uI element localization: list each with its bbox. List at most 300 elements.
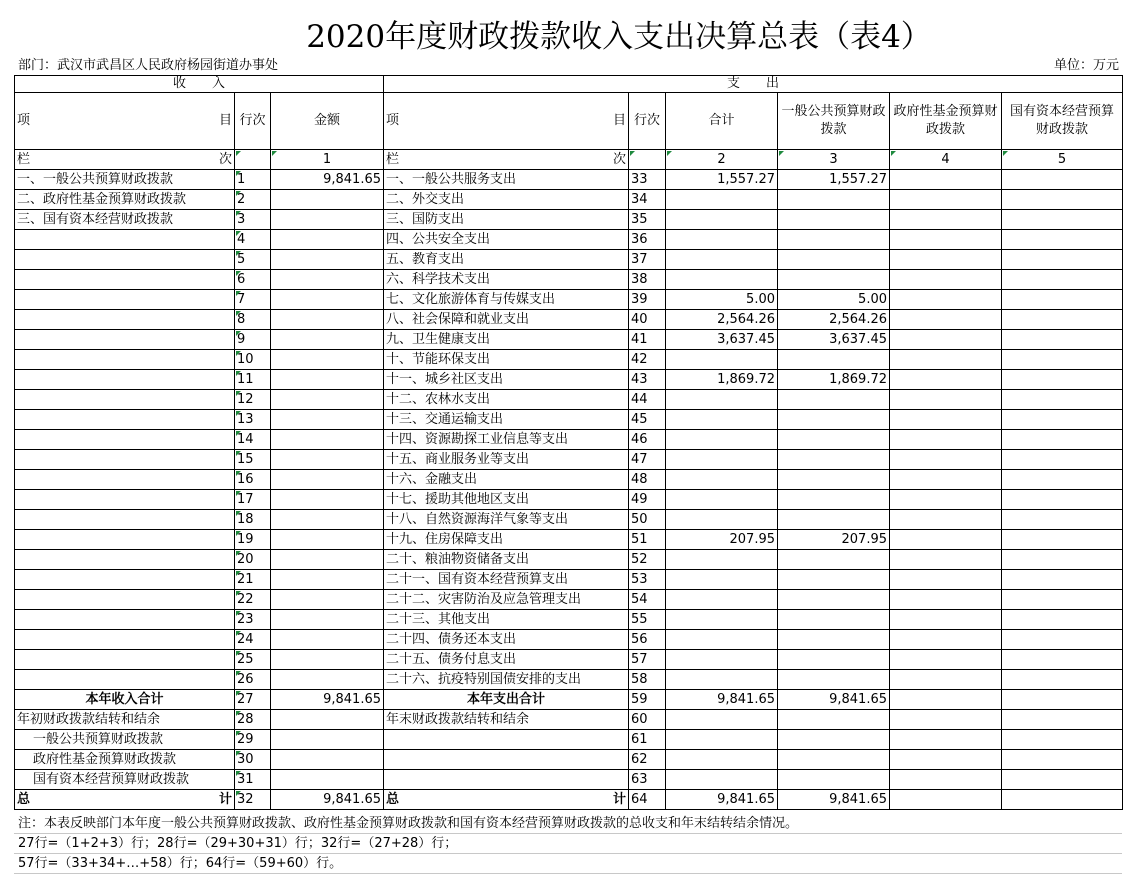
cell[interactable]: [1002, 710, 1123, 730]
income-item[interactable]: [15, 610, 235, 630]
expense-line-no[interactable]: 46: [629, 430, 666, 450]
income-item[interactable]: [15, 330, 235, 350]
expense-line-no[interactable]: 41: [629, 330, 666, 350]
state-capital-amount[interactable]: [1002, 210, 1123, 230]
gov-fund-amount[interactable]: [890, 450, 1002, 470]
expense-total[interactable]: 5.00: [666, 290, 778, 310]
income-item[interactable]: [15, 450, 235, 470]
state-capital-amount[interactable]: [1002, 390, 1123, 410]
expense-line-no-header[interactable]: 行次: [629, 93, 666, 150]
expense-total-amount[interactable]: 9,841.65: [666, 690, 778, 710]
income-line-no[interactable]: 7: [235, 290, 271, 310]
expense-total[interactable]: [666, 470, 778, 490]
income-line-no[interactable]: 17: [235, 490, 271, 510]
income-item[interactable]: 三、国有资本经营财政拨款: [15, 210, 235, 230]
gov-fund-amount[interactable]: [890, 550, 1002, 570]
expense-line-no[interactable]: 51: [629, 530, 666, 550]
general-budget-amount[interactable]: [778, 190, 890, 210]
expense-item[interactable]: 二十四、债务还本支出: [384, 630, 629, 650]
state-capital-amount[interactable]: [1002, 310, 1123, 330]
general-budget-amount[interactable]: [778, 270, 890, 290]
gov-fund-amount[interactable]: [890, 430, 1002, 450]
state-capital-amount[interactable]: [1002, 470, 1123, 490]
carry-out-label[interactable]: 年末财政拨款结转和结余: [384, 710, 629, 730]
general-budget-amount[interactable]: [778, 630, 890, 650]
income-amount[interactable]: [271, 610, 384, 630]
income-line-no[interactable]: 4: [235, 230, 271, 250]
state-capital-amount[interactable]: [1002, 430, 1123, 450]
state-capital-header[interactable]: 国有资本经营预算财政拨款: [1002, 93, 1123, 150]
income-item[interactable]: [15, 290, 235, 310]
general-budget-amount[interactable]: [778, 590, 890, 610]
cell[interactable]: [666, 730, 778, 750]
general-budget-amount[interactable]: [778, 430, 890, 450]
expense-item[interactable]: 四、公共安全支出: [384, 230, 629, 250]
carry-in-capital-label[interactable]: 国有资本经营预算财政拨款: [15, 770, 235, 790]
grand-total-income-amount[interactable]: 9,841.65: [271, 790, 384, 810]
expense-line-no[interactable]: 45: [629, 410, 666, 430]
income-total-amount[interactable]: 9,841.65: [271, 690, 384, 710]
income-amount[interactable]: [271, 190, 384, 210]
income-line-no[interactable]: 23: [235, 610, 271, 630]
income-amount[interactable]: [271, 390, 384, 410]
expense-item[interactable]: 十六、金融支出: [384, 470, 629, 490]
column-index-5[interactable]: 5: [1002, 150, 1123, 170]
expense-line-no[interactable]: 38: [629, 270, 666, 290]
income-amount[interactable]: [271, 250, 384, 270]
grand-total-expense-amount[interactable]: 9,841.65: [666, 790, 778, 810]
income-item[interactable]: [15, 310, 235, 330]
income-line-no[interactable]: 19: [235, 530, 271, 550]
general-budget-amount[interactable]: 207.95: [778, 530, 890, 550]
note-line-2[interactable]: 27行=（1+2+3）行；28行=（29+30+31）行；32行=（27+28）行；: [14, 834, 1122, 854]
income-line-no[interactable]: 3: [235, 210, 271, 230]
income-line-no[interactable]: 20: [235, 550, 271, 570]
gov-fund-amount[interactable]: [890, 210, 1002, 230]
income-amount[interactable]: [271, 650, 384, 670]
general-budget-amount[interactable]: [778, 610, 890, 630]
income-item[interactable]: [15, 230, 235, 250]
expense-item[interactable]: 十七、援助其他地区支出: [384, 490, 629, 510]
grand-total-expense-no[interactable]: 64: [629, 790, 666, 810]
gov-fund-amount[interactable]: [890, 490, 1002, 510]
expense-item[interactable]: 二十二、灾害防治及应急管理支出: [384, 590, 629, 610]
income-item[interactable]: [15, 490, 235, 510]
expense-total-label[interactable]: 本年支出合计: [384, 690, 629, 710]
expense-item-header[interactable]: 项 目: [384, 93, 629, 150]
gov-fund-amount[interactable]: [890, 530, 1002, 550]
income-line-no[interactable]: 5: [235, 250, 271, 270]
general-budget-amount[interactable]: [778, 210, 890, 230]
income-line-no[interactable]: 10: [235, 350, 271, 370]
income-amount[interactable]: [271, 510, 384, 530]
income-item[interactable]: [15, 430, 235, 450]
grand-total-income-label[interactable]: 总 计: [15, 790, 235, 810]
general-budget-amount[interactable]: 1,557.27: [778, 170, 890, 190]
income-line-no[interactable]: 18: [235, 510, 271, 530]
expense-line-no[interactable]: 55: [629, 610, 666, 630]
cell[interactable]: [629, 150, 666, 170]
carry-in-general-no[interactable]: 29: [235, 730, 271, 750]
income-item[interactable]: 一、一般公共预算财政拨款: [15, 170, 235, 190]
gov-fund-amount[interactable]: [890, 310, 1002, 330]
general-budget-amount[interactable]: [778, 230, 890, 250]
state-capital-amount[interactable]: [1002, 290, 1123, 310]
expense-line-no[interactable]: 50: [629, 510, 666, 530]
carry-in-general-label[interactable]: 一般公共预算财政拨款: [15, 730, 235, 750]
state-capital-amount[interactable]: [1002, 510, 1123, 530]
carry-out-no[interactable]: 60: [629, 710, 666, 730]
income-item[interactable]: [15, 670, 235, 690]
cell[interactable]: [666, 750, 778, 770]
carry-in-capital-no[interactable]: 31: [235, 770, 271, 790]
expense-total[interactable]: 1,869.72: [666, 370, 778, 390]
expense-item[interactable]: 一、一般公共服务支出: [384, 170, 629, 190]
expense-total[interactable]: [666, 650, 778, 670]
expense-total[interactable]: 207.95: [666, 530, 778, 550]
cell[interactable]: [778, 770, 890, 790]
general-budget-amount[interactable]: 2,564.26: [778, 310, 890, 330]
expense-total[interactable]: [666, 670, 778, 690]
cell[interactable]: [890, 710, 1002, 730]
cell[interactable]: [890, 770, 1002, 790]
expense-line-no[interactable]: 58: [629, 670, 666, 690]
income-item[interactable]: [15, 550, 235, 570]
state-capital-amount[interactable]: [1002, 410, 1123, 430]
gov-fund-amount[interactable]: [890, 650, 1002, 670]
gov-fund-amount[interactable]: [890, 410, 1002, 430]
carry-in-label[interactable]: 年初财政拨款结转和结余: [15, 710, 235, 730]
state-capital-amount[interactable]: [1002, 650, 1123, 670]
grand-total-expense-label[interactable]: 总 计: [384, 790, 629, 810]
expense-total[interactable]: [666, 410, 778, 430]
cell[interactable]: [666, 710, 778, 730]
expense-line-no[interactable]: 48: [629, 470, 666, 490]
income-line-no[interactable]: 24: [235, 630, 271, 650]
expense-total[interactable]: [666, 430, 778, 450]
expense-line-no[interactable]: 44: [629, 390, 666, 410]
gov-fund-amount[interactable]: [890, 190, 1002, 210]
carry-in-fund-label[interactable]: 政府性基金预算财政拨款: [15, 750, 235, 770]
income-amount[interactable]: [271, 670, 384, 690]
gov-fund-amount[interactable]: [890, 670, 1002, 690]
expense-item[interactable]: 十五、商业服务业等支出: [384, 450, 629, 470]
expense-line-no[interactable]: 33: [629, 170, 666, 190]
income-line-no[interactable]: 11: [235, 370, 271, 390]
income-amount[interactable]: [271, 630, 384, 650]
income-item[interactable]: [15, 470, 235, 490]
expense-item[interactable]: 七、文化旅游体育与传媒支出: [384, 290, 629, 310]
income-amount[interactable]: 9,841.65: [271, 170, 384, 190]
expense-line-no[interactable]: 54: [629, 590, 666, 610]
income-item-header[interactable]: 项 目: [15, 93, 235, 150]
row-63-no[interactable]: 63: [629, 770, 666, 790]
gov-fund-amount[interactable]: [890, 390, 1002, 410]
expense-total[interactable]: 1,557.27: [666, 170, 778, 190]
income-line-no[interactable]: 15: [235, 450, 271, 470]
column-index-2[interactable]: 2: [666, 150, 778, 170]
income-total-label[interactable]: 本年收入合计: [15, 690, 235, 710]
income-total-no[interactable]: 27: [235, 690, 271, 710]
income-line-no[interactable]: 8: [235, 310, 271, 330]
expense-line-no[interactable]: 34: [629, 190, 666, 210]
income-item[interactable]: [15, 390, 235, 410]
row-62-no[interactable]: 62: [629, 750, 666, 770]
cell[interactable]: [778, 730, 890, 750]
state-capital-amount[interactable]: [1002, 630, 1123, 650]
income-amount[interactable]: [271, 470, 384, 490]
expense-total[interactable]: [666, 630, 778, 650]
general-budget-amount[interactable]: [778, 410, 890, 430]
general-budget-amount[interactable]: 3,637.45: [778, 330, 890, 350]
state-capital-amount[interactable]: [1002, 670, 1123, 690]
cell[interactable]: [778, 710, 890, 730]
expense-line-no[interactable]: 35: [629, 210, 666, 230]
column-index-3[interactable]: 3: [778, 150, 890, 170]
expense-item[interactable]: 十二、农林水支出: [384, 390, 629, 410]
gov-fund-amount[interactable]: [890, 170, 1002, 190]
gov-fund-amount[interactable]: [890, 270, 1002, 290]
state-capital-amount[interactable]: [1002, 250, 1123, 270]
income-amount[interactable]: [271, 310, 384, 330]
income-line-no[interactable]: 1: [235, 170, 271, 190]
income-line-no[interactable]: 6: [235, 270, 271, 290]
cell[interactable]: [890, 750, 1002, 770]
income-item[interactable]: [15, 650, 235, 670]
expense-item[interactable]: 十八、自然资源海洋气象等支出: [384, 510, 629, 530]
income-amount[interactable]: [271, 330, 384, 350]
income-amount[interactable]: [271, 590, 384, 610]
gov-fund-amount[interactable]: [890, 250, 1002, 270]
cell[interactable]: [235, 150, 271, 170]
income-item[interactable]: [15, 410, 235, 430]
expense-line-no[interactable]: 37: [629, 250, 666, 270]
income-item[interactable]: [15, 370, 235, 390]
income-amount[interactable]: [271, 410, 384, 430]
expense-total[interactable]: [666, 190, 778, 210]
income-amount[interactable]: [271, 230, 384, 250]
expense-total[interactable]: [666, 270, 778, 290]
income-line-no[interactable]: 2: [235, 190, 271, 210]
income-item[interactable]: [15, 590, 235, 610]
gov-fund-amount[interactable]: [890, 290, 1002, 310]
expense-item[interactable]: 二十一、国有资本经营预算支出: [384, 570, 629, 590]
income-amount[interactable]: [271, 430, 384, 450]
column-index-4[interactable]: 4: [890, 150, 1002, 170]
gov-fund-amount[interactable]: [890, 590, 1002, 610]
expense-total[interactable]: [666, 610, 778, 630]
expense-item[interactable]: 三、国防支出: [384, 210, 629, 230]
expense-item[interactable]: 十三、交通运输支出: [384, 410, 629, 430]
expense-line-no[interactable]: 36: [629, 230, 666, 250]
income-item[interactable]: [15, 350, 235, 370]
general-budget-amount[interactable]: [778, 250, 890, 270]
general-budget-amount[interactable]: [778, 550, 890, 570]
state-capital-amount[interactable]: [1002, 270, 1123, 290]
grand-total-general[interactable]: 9,841.65: [778, 790, 890, 810]
state-capital-amount[interactable]: [1002, 330, 1123, 350]
cell[interactable]: [271, 710, 384, 730]
income-item[interactable]: [15, 570, 235, 590]
income-amount[interactable]: [271, 450, 384, 470]
column-index-label[interactable]: 栏 次: [384, 150, 629, 170]
state-capital-amount[interactable]: [1002, 570, 1123, 590]
income-line-no[interactable]: 16: [235, 470, 271, 490]
income-item[interactable]: [15, 270, 235, 290]
general-budget-amount[interactable]: [778, 570, 890, 590]
gov-fund-amount[interactable]: [890, 510, 1002, 530]
cell[interactable]: [666, 770, 778, 790]
gov-fund-amount[interactable]: [890, 470, 1002, 490]
general-budget-amount[interactable]: [778, 670, 890, 690]
total-header[interactable]: 合计: [666, 93, 778, 150]
income-line-no-header[interactable]: 行次: [235, 93, 271, 150]
general-budget-amount[interactable]: [778, 390, 890, 410]
expense-item[interactable]: 十、节能环保支出: [384, 350, 629, 370]
cell[interactable]: [778, 750, 890, 770]
income-item[interactable]: 二、政府性基金预算财政拨款: [15, 190, 235, 210]
cell[interactable]: [890, 690, 1002, 710]
expense-total[interactable]: [666, 350, 778, 370]
expense-total-general[interactable]: 9,841.65: [778, 690, 890, 710]
income-item[interactable]: [15, 530, 235, 550]
expense-item[interactable]: 六、科学技术支出: [384, 270, 629, 290]
gov-fund-amount[interactable]: [890, 370, 1002, 390]
income-amount[interactable]: [271, 370, 384, 390]
cell[interactable]: [890, 790, 1002, 810]
gov-fund-amount[interactable]: [890, 630, 1002, 650]
cell[interactable]: [384, 750, 629, 770]
cell[interactable]: [1002, 790, 1123, 810]
general-budget-amount[interactable]: 5.00: [778, 290, 890, 310]
expense-total[interactable]: 3,637.45: [666, 330, 778, 350]
expense-item[interactable]: 二十五、债务付息支出: [384, 650, 629, 670]
gov-fund-amount[interactable]: [890, 330, 1002, 350]
expense-total[interactable]: [666, 590, 778, 610]
state-capital-amount[interactable]: [1002, 550, 1123, 570]
state-capital-amount[interactable]: [1002, 230, 1123, 250]
expense-item[interactable]: 二十、粮油物资储备支出: [384, 550, 629, 570]
income-amount[interactable]: [271, 550, 384, 570]
expense-item[interactable]: 二、外交支出: [384, 190, 629, 210]
cell[interactable]: [1002, 750, 1123, 770]
income-line-no[interactable]: 9: [235, 330, 271, 350]
expense-total[interactable]: [666, 390, 778, 410]
general-budget-header[interactable]: 一般公共预算财政拨款: [778, 93, 890, 150]
income-amount[interactable]: [271, 210, 384, 230]
general-budget-amount[interactable]: [778, 450, 890, 470]
state-capital-amount[interactable]: [1002, 350, 1123, 370]
expense-line-no[interactable]: 42: [629, 350, 666, 370]
expense-item[interactable]: 八、社会保障和就业支出: [384, 310, 629, 330]
state-capital-amount[interactable]: [1002, 590, 1123, 610]
income-line-no[interactable]: 14: [235, 430, 271, 450]
carry-in-no[interactable]: 28: [235, 710, 271, 730]
income-amount[interactable]: [271, 290, 384, 310]
state-capital-amount[interactable]: [1002, 370, 1123, 390]
income-amount[interactable]: [271, 270, 384, 290]
expense-item[interactable]: 九、卫生健康支出: [384, 330, 629, 350]
note-line-3[interactable]: 57行=（33+34+…+58）行；64行=（59+60）行。: [14, 854, 1122, 874]
expense-total[interactable]: [666, 490, 778, 510]
expense-line-no[interactable]: 40: [629, 310, 666, 330]
expense-total[interactable]: [666, 250, 778, 270]
note-line-1[interactable]: 注：本表反映部门本年度一般公共预算财政拨款、政府性基金预算财政拨款和国有资本经营预算财政拨款的总收支和年末结转结余情况。: [14, 814, 1122, 834]
expense-item[interactable]: 五、教育支出: [384, 250, 629, 270]
general-budget-amount[interactable]: [778, 350, 890, 370]
gov-fund-amount[interactable]: [890, 230, 1002, 250]
income-amount[interactable]: [271, 490, 384, 510]
column-index-1[interactable]: 1: [271, 150, 384, 170]
cell[interactable]: [890, 730, 1002, 750]
income-amount[interactable]: [271, 570, 384, 590]
carry-in-fund-no[interactable]: 30: [235, 750, 271, 770]
state-capital-amount[interactable]: [1002, 610, 1123, 630]
expense-line-no[interactable]: 57: [629, 650, 666, 670]
grand-total-income-no[interactable]: 32: [235, 790, 271, 810]
general-budget-amount[interactable]: [778, 470, 890, 490]
cell[interactable]: [1002, 770, 1123, 790]
income-amount[interactable]: [271, 350, 384, 370]
gov-fund-amount[interactable]: [890, 350, 1002, 370]
income-line-no[interactable]: 25: [235, 650, 271, 670]
income-item[interactable]: [15, 250, 235, 270]
expense-line-no[interactable]: 49: [629, 490, 666, 510]
gov-fund-amount[interactable]: [890, 570, 1002, 590]
cell[interactable]: [271, 750, 384, 770]
state-capital-amount[interactable]: [1002, 530, 1123, 550]
expense-item[interactable]: 十一、城乡社区支出: [384, 370, 629, 390]
gov-fund-header[interactable]: 政府性基金预算财政拨款: [890, 93, 1002, 150]
income-amount-header[interactable]: 金额: [271, 93, 384, 150]
row-61-no[interactable]: 61: [629, 730, 666, 750]
expense-total[interactable]: [666, 550, 778, 570]
expense-line-no[interactable]: 43: [629, 370, 666, 390]
general-budget-amount[interactable]: 1,869.72: [778, 370, 890, 390]
cell[interactable]: [271, 730, 384, 750]
expense-line-no[interactable]: 52: [629, 550, 666, 570]
expense-item[interactable]: 二十三、其他支出: [384, 610, 629, 630]
general-budget-amount[interactable]: [778, 650, 890, 670]
income-amount[interactable]: [271, 530, 384, 550]
cell[interactable]: [271, 770, 384, 790]
income-line-no[interactable]: 13: [235, 410, 271, 430]
expense-line-no[interactable]: 39: [629, 290, 666, 310]
state-capital-amount[interactable]: [1002, 190, 1123, 210]
expense-total[interactable]: 2,564.26: [666, 310, 778, 330]
general-budget-amount[interactable]: [778, 510, 890, 530]
expense-item[interactable]: 十九、住房保障支出: [384, 530, 629, 550]
income-line-no[interactable]: 26: [235, 670, 271, 690]
state-capital-amount[interactable]: [1002, 490, 1123, 510]
income-item[interactable]: [15, 630, 235, 650]
expense-line-no[interactable]: 47: [629, 450, 666, 470]
cell[interactable]: [1002, 690, 1123, 710]
income-line-no[interactable]: 12: [235, 390, 271, 410]
expense-total[interactable]: [666, 510, 778, 530]
expense-line-no[interactable]: 53: [629, 570, 666, 590]
general-budget-amount[interactable]: [778, 490, 890, 510]
cell[interactable]: [384, 770, 629, 790]
expense-item[interactable]: 十四、资源勘探工业信息等支出: [384, 430, 629, 450]
expense-line-no[interactable]: 56: [629, 630, 666, 650]
gov-fund-amount[interactable]: [890, 610, 1002, 630]
expense-section-header[interactable]: 支 出: [384, 76, 1123, 93]
expense-total-no[interactable]: 59: [629, 690, 666, 710]
expense-total[interactable]: [666, 570, 778, 590]
column-index-label[interactable]: 栏 次: [15, 150, 235, 170]
cell[interactable]: [1002, 730, 1123, 750]
